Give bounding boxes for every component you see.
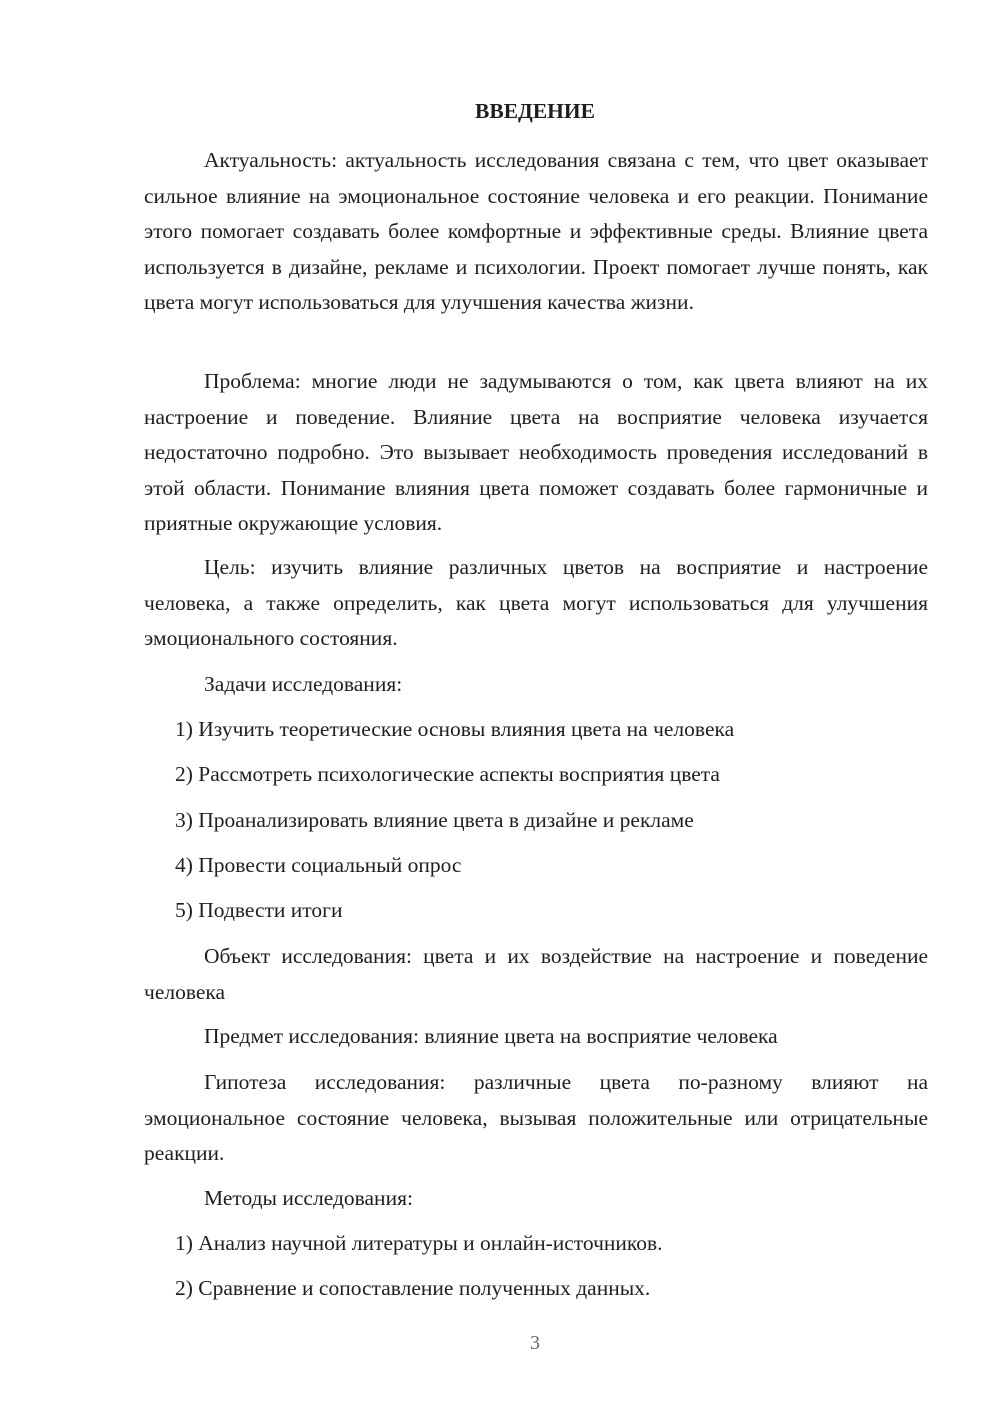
page-title: ВВЕДЕНИЕ	[475, 99, 595, 123]
page-number: 3	[530, 1332, 540, 1354]
paragraph-hypothesis: Гипотеза исследования: различные цвета по-разному влияют на эмоциональное состояние человека, вызывая положительные или отрицательные реакции.	[144, 1070, 928, 1165]
list-item-task-1: 1) Изучить теоретические основы влияния цвета на человека	[175, 717, 735, 741]
tasks-heading: Задачи исследования:	[204, 672, 403, 696]
paragraph-problem: Проблема: многие люди не задумываются о том, как цвета влияют на их настроение и поведение. Влияние цвета на восприятие человека изучается недостаточно подробно. Это вызывает необходимость проведения исследований в этой области. Понимание влияния цвета поможет создавать более гармоничные и приятные окружающие условия.	[144, 369, 928, 535]
list-item-method-1: 1) Анализ научной литературы и онлайн-источников.	[175, 1231, 663, 1255]
list-item-task-5: 5) Подвести итоги	[175, 898, 343, 922]
list-item-task-4: 4) Провести социальный опрос	[175, 853, 462, 877]
paragraph-subject: Предмет исследования: влияние цвета на восприятие человека	[204, 1024, 778, 1048]
paragraph-goal: Цель: изучить влияние различных цветов на восприятие и настроение человека, а также определить, как цвета могут использоваться для улучшения эмоционального состояния.	[144, 555, 928, 650]
list-item-task-2: 2) Рассмотреть психологические аспекты восприятия цвета	[175, 762, 720, 786]
methods-heading: Методы исследования:	[204, 1186, 413, 1210]
list-item-method-2: 2) Сравнение и сопоставление полученных данных.	[175, 1276, 651, 1300]
paragraph-object: Объект исследования: цвета и их воздействие на настроение и поведение человека	[144, 944, 928, 1004]
paragraph-relevance: Актуальность: актуальность исследования связана с тем, что цвет оказывает сильное влияние на эмоциональное состояние человека и его реакции. Понимание этого помогает создавать более комфортные и эффективные среды. Влияние цвета используется в дизайне, рекламе и психологии. Проект помогает лучше понять, как цвета могут использоваться для улучшения качества жизни.	[144, 148, 928, 314]
list-item-task-3: 3) Проанализировать влияние цвета в дизайне и рекламе	[175, 808, 694, 832]
